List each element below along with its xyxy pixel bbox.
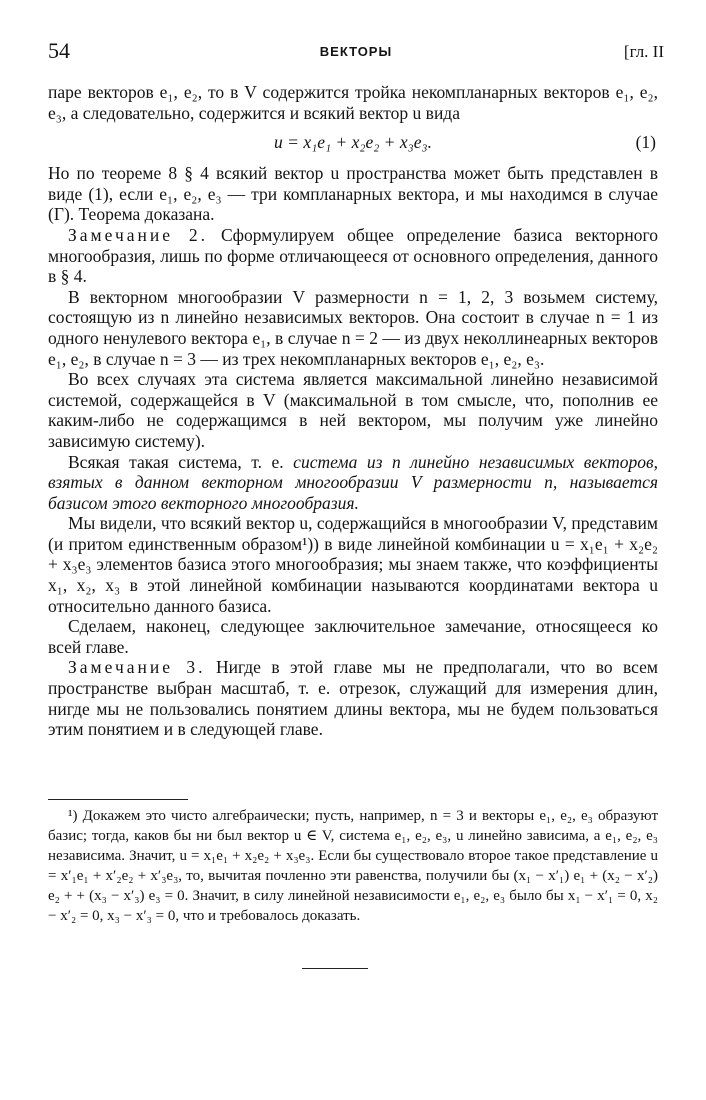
running-title: ВЕКТОРЫ [319, 44, 393, 59]
equation-number: (1) [635, 132, 656, 153]
page-header [48, 38, 664, 66]
footnotes [48, 806, 658, 926]
footnote-divider [48, 799, 188, 800]
equation-expression: u = x₁e₁ + x₂e₂ + x₃e₃. [274, 132, 432, 153]
definition-italic: система из n линейно независимых векторов, взятых в данном векторном многообразии V размерности n, называется базисом этого векторного многообразия. [48, 451, 658, 513]
remark-2-label: Замечание 2. [68, 224, 209, 245]
definition-lead: Всякая такая система, т. е. [68, 451, 294, 472]
remark-3-text: Нигде в этой главе мы не предполагали, что во всем пространстве выбран масштаб, т. е. отрезок, служащий для измерения длин, нигде мы не пользовались понятием длины вектора, мы не будем пользоваться этим понятием и в следующей главе. [48, 657, 658, 740]
main-text [48, 82, 658, 740]
remark-2-text: Сформулируем общее определение базиса векторного многообразия, лишь по форме отличающееся от основного определения, данного в § 4. [48, 224, 659, 287]
paragraph-basis-definition [48, 452, 658, 514]
paragraph-basis-system: В векторном многообразии V размерности n = 1, 2, 3 возьмем систему, состоящую из n линейно независимых векторов. Она состоит в случае n = 1 из одного ненулевого вектора e₁, в случае n = 2 — из двух неколлинеарных векторов e₁, e₂, в случае n = 3 — из трех некомпланарных векторов e₁, e₂, e₃. [48, 286, 658, 369]
equation-1 [48, 127, 658, 157]
page-end-divider [302, 968, 368, 969]
paragraph-theorem-proof: Но по теореме 8 § 4 всякий вектор u пространства может быть представлен в виде (1), если e₁, e₂, e₃ — три компланарных вектора, и мы находимся в случае (Г). Теорема доказана. [48, 163, 658, 225]
remark-3-label: Замечание 3. [68, 657, 206, 678]
footnote-1: ¹) Докажем это чисто алгебраически; пусть, например, n = 3 и векторы e₁, e₂, e₃ образуют базис; тогда, каков бы ни был вектор u ∈ V, система e₁, e₂, e₃, u линейно зависима, а e₁, e₂, e₃ независима. Значит, u = x₁e₁ + x₂e₂ + x₃e₃. Если бы существовало второе такое представление u = x′₁e₁ + x′₂e₂ + x′₃e₃, то, вычитая почленно эти равенства, получили бы (x₁ − x′₁) e₁ + (x₂ − x′₂) e₂ + + (x₃ − x′₃) e₃ = 0. Значит, в силу линейной независимости e₁, e₂, e₃ было бы x₁ − x′₁ = 0, x₂ − x′₂ = 0, x₃ − x′₃ = 0, что и требовалось доказать. [48, 808, 658, 924]
page-number: 54 [48, 38, 70, 63]
paragraph-maximal-system: Во всех случаях эта система является максимальной линейно независимой системой, содержащейся в V (максимальной в том смысле, что, пополнив ее каким-либо не содержащимся в ней вектором, мы получим уже линейно зависимую систему). [48, 369, 658, 451]
paragraph-coordinates: Мы видели, что всякий вектор u, содержащийся в многообразии V, представим (и притом единственным образом¹)) в виде линейной комбинации u = x₁e₁ + x₂e₂ + x₃e₃ элементов базиса этого многообразия; мы знаем также, что коэффициенты x₁, x₂, x₃ в этой линейной комбинации называются координатами вектора u относительно данного базиса. [48, 513, 658, 616]
paragraph-final-remark-intro: Сделаем, наконец, следующее заключительное замечание, относящееся ко всей главе. [48, 616, 658, 657]
remark-2 [48, 225, 658, 287]
remark-3 [48, 657, 658, 739]
chapter-reference: [гл. II [623, 42, 664, 61]
paragraph-continuation: паре векторов e₁, e₂, то в V содержится тройка некомпланарных векторов e₁, e₂, e₃, а следовательно, содержится и всякий вектор u вида [48, 82, 658, 123]
